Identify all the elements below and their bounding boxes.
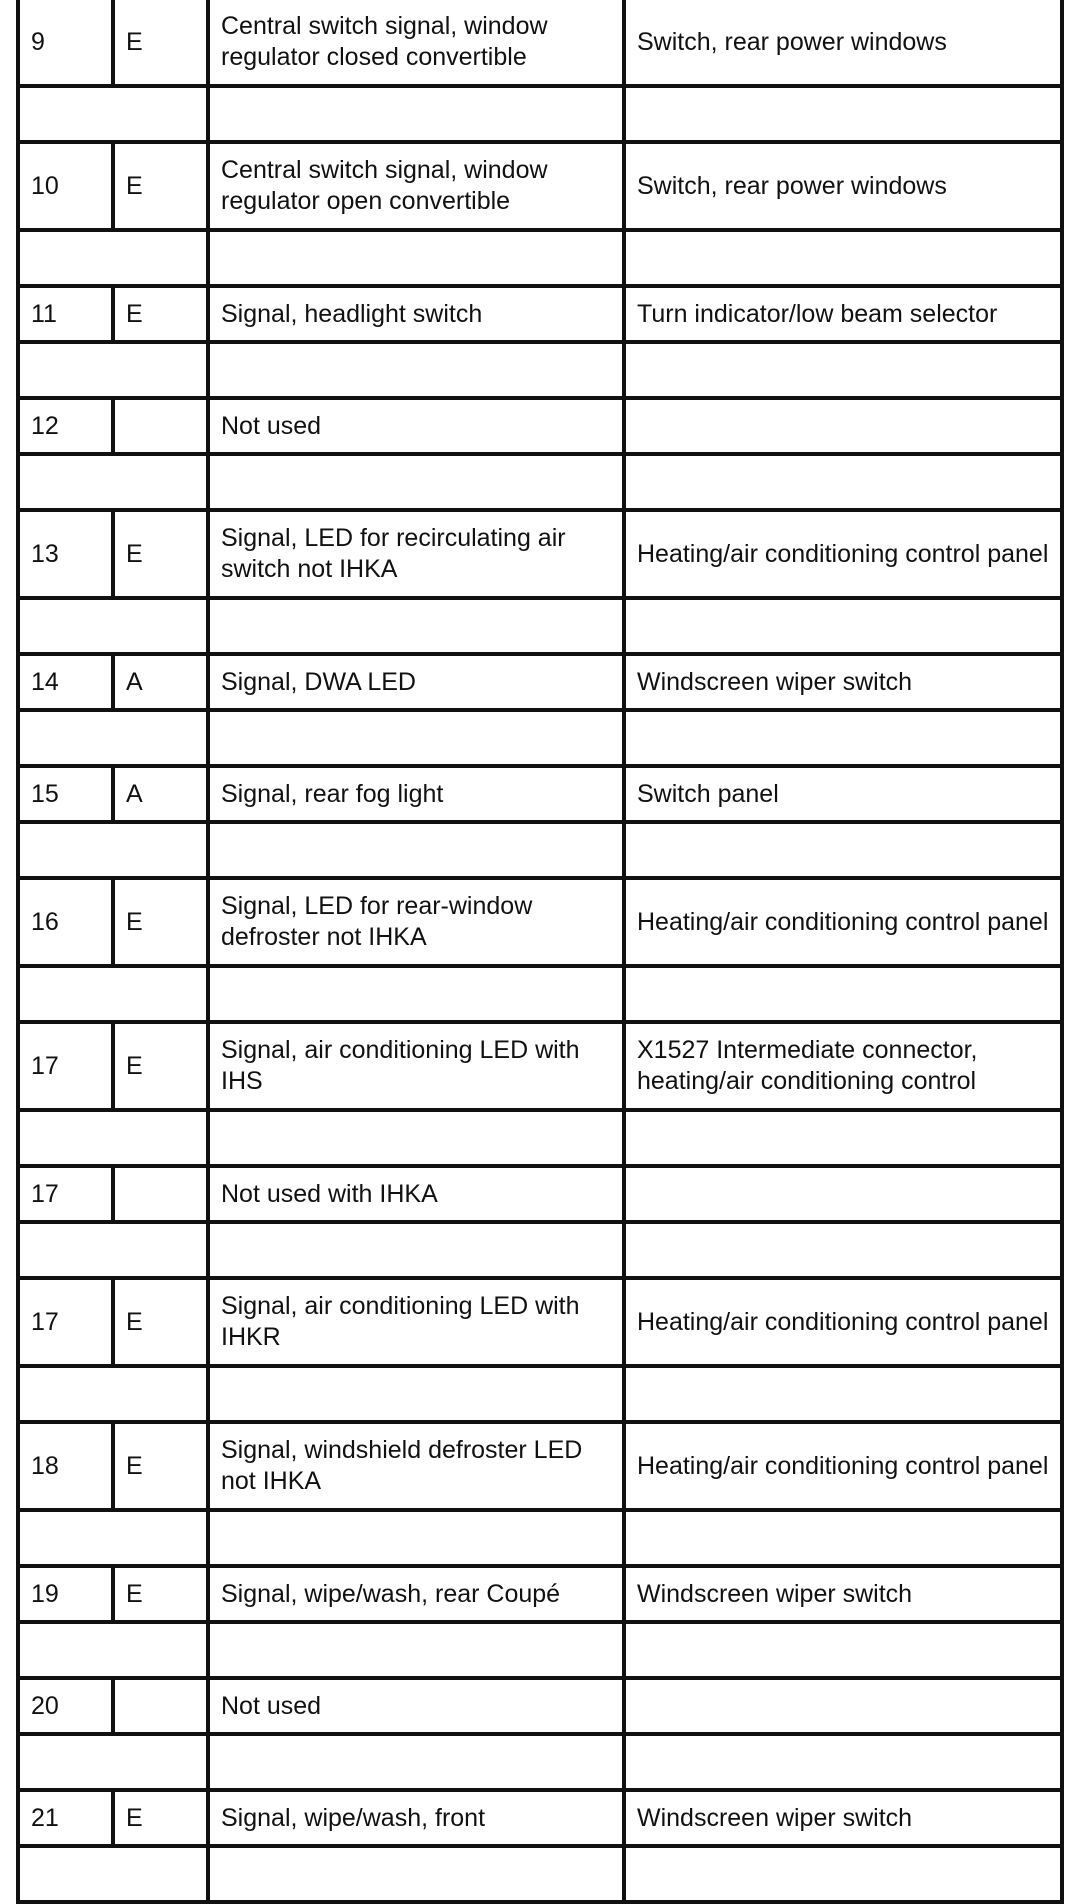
pin-number-cell: 16 bbox=[18, 878, 113, 966]
description-cell: Signal, LED for recirculating air switch not IHKA bbox=[208, 510, 624, 598]
table-row bbox=[18, 878, 1062, 966]
pin-number-cell: 14 bbox=[18, 654, 113, 710]
description-cell: Signal, wipe/wash, front bbox=[208, 1790, 624, 1846]
spacer-cell bbox=[208, 230, 624, 286]
signal-type-cell bbox=[113, 1678, 208, 1734]
spacer-cell bbox=[624, 598, 1062, 654]
destination-cell: Windscreen wiper switch bbox=[624, 1566, 1062, 1622]
spacer-cell bbox=[18, 966, 208, 1022]
signal-type-cell: E bbox=[113, 878, 208, 966]
pin-number-cell: 13 bbox=[18, 510, 113, 598]
spacer-cell bbox=[624, 1110, 1062, 1166]
table-row bbox=[18, 1422, 1062, 1510]
description-cell: Signal, headlight switch bbox=[208, 286, 624, 342]
pin-assignment-table bbox=[16, 0, 1064, 1904]
spacer-cell bbox=[208, 1110, 624, 1166]
spacer-cell bbox=[624, 1734, 1062, 1790]
spacer-cell bbox=[624, 1846, 1062, 1902]
destination-cell: Windscreen wiper switch bbox=[624, 1790, 1062, 1846]
spacer-row bbox=[18, 1622, 1062, 1678]
spacer-cell bbox=[624, 86, 1062, 142]
spacer-cell bbox=[18, 710, 208, 766]
spacer-cell bbox=[18, 230, 208, 286]
spacer-cell bbox=[208, 1510, 624, 1566]
description-cell: Signal, rear fog light bbox=[208, 766, 624, 822]
spacer-row bbox=[18, 230, 1062, 286]
spacer-cell bbox=[208, 1366, 624, 1422]
destination-cell bbox=[624, 398, 1062, 454]
destination-cell: Heating/air conditioning control panel bbox=[624, 1278, 1062, 1366]
spacer-cell bbox=[208, 1734, 624, 1790]
spacer-cell bbox=[18, 1222, 208, 1278]
pin-number-cell: 10 bbox=[18, 142, 113, 230]
spacer-cell bbox=[208, 710, 624, 766]
spacer-cell bbox=[18, 1366, 208, 1422]
signal-type-cell: E bbox=[113, 286, 208, 342]
signal-type-cell: E bbox=[113, 142, 208, 230]
signal-type-cell: E bbox=[113, 1278, 208, 1366]
spacer-cell bbox=[18, 1734, 208, 1790]
table-row bbox=[18, 510, 1062, 598]
signal-type-cell: E bbox=[113, 1790, 208, 1846]
spacer-row bbox=[18, 342, 1062, 398]
spacer-cell bbox=[624, 1366, 1062, 1422]
description-cell: Central switch signal, window regulator closed convertible bbox=[208, 0, 624, 86]
spacer-cell bbox=[18, 822, 208, 878]
destination-cell: X1527 Intermediate connector, heating/air conditioning control bbox=[624, 1022, 1062, 1110]
spacer-cell bbox=[208, 966, 624, 1022]
destination-cell: Heating/air conditioning control panel bbox=[624, 510, 1062, 598]
table-row bbox=[18, 1790, 1062, 1846]
signal-type-cell: E bbox=[113, 1566, 208, 1622]
destination-cell: Windscreen wiper switch bbox=[624, 654, 1062, 710]
table-row bbox=[18, 0, 1062, 86]
spacer-row bbox=[18, 966, 1062, 1022]
table-row bbox=[18, 1278, 1062, 1366]
description-cell: Not used bbox=[208, 1678, 624, 1734]
spacer-cell bbox=[208, 454, 624, 510]
description-cell: Signal, air conditioning LED with IHKR bbox=[208, 1278, 624, 1366]
spacer-cell bbox=[624, 342, 1062, 398]
spacer-row bbox=[18, 86, 1062, 142]
description-cell: Signal, air conditioning LED with IHS bbox=[208, 1022, 624, 1110]
destination-cell: Switch panel bbox=[624, 766, 1062, 822]
pin-table-body bbox=[18, 0, 1062, 1902]
spacer-cell bbox=[624, 966, 1062, 1022]
spacer-cell bbox=[18, 342, 208, 398]
spacer-row bbox=[18, 598, 1062, 654]
destination-cell: Heating/air conditioning control panel bbox=[624, 878, 1062, 966]
spacer-row bbox=[18, 1222, 1062, 1278]
spacer-cell bbox=[18, 86, 208, 142]
destination-cell: Switch, rear power windows bbox=[624, 0, 1062, 86]
table-row bbox=[18, 1022, 1062, 1110]
spacer-cell bbox=[624, 822, 1062, 878]
description-cell: Not used with IHKA bbox=[208, 1166, 624, 1222]
spacer-row bbox=[18, 1510, 1062, 1566]
signal-type-cell bbox=[113, 1166, 208, 1222]
pin-number-cell: 12 bbox=[18, 398, 113, 454]
table-row bbox=[18, 1678, 1062, 1734]
spacer-cell bbox=[18, 1510, 208, 1566]
spacer-row bbox=[18, 1366, 1062, 1422]
spacer-cell bbox=[208, 1622, 624, 1678]
pin-number-cell: 19 bbox=[18, 1566, 113, 1622]
description-cell: Not used bbox=[208, 398, 624, 454]
table-row bbox=[18, 654, 1062, 710]
table-row bbox=[18, 286, 1062, 342]
pin-number-cell: 20 bbox=[18, 1678, 113, 1734]
pin-number-cell: 17 bbox=[18, 1166, 113, 1222]
spacer-cell bbox=[624, 454, 1062, 510]
spacer-cell bbox=[18, 1622, 208, 1678]
spacer-cell bbox=[208, 822, 624, 878]
table-row bbox=[18, 1166, 1062, 1222]
table-row bbox=[18, 398, 1062, 454]
signal-type-cell: E bbox=[113, 1022, 208, 1110]
spacer-row bbox=[18, 454, 1062, 510]
spacer-row bbox=[18, 822, 1062, 878]
table-row bbox=[18, 1566, 1062, 1622]
description-cell: Signal, LED for rear-window defroster not IHKA bbox=[208, 878, 624, 966]
destination-cell: Switch, rear power windows bbox=[624, 142, 1062, 230]
spacer-cell bbox=[208, 1222, 624, 1278]
spacer-cell bbox=[208, 86, 624, 142]
description-cell: Central switch signal, window regulator open convertible bbox=[208, 142, 624, 230]
signal-type-cell: A bbox=[113, 766, 208, 822]
spacer-cell bbox=[624, 1622, 1062, 1678]
signal-type-cell: E bbox=[113, 0, 208, 86]
spacer-row bbox=[18, 710, 1062, 766]
spacer-cell bbox=[624, 230, 1062, 286]
pin-number-cell: 17 bbox=[18, 1022, 113, 1110]
spacer-row bbox=[18, 1110, 1062, 1166]
spacer-cell bbox=[18, 598, 208, 654]
pin-number-cell: 11 bbox=[18, 286, 113, 342]
signal-type-cell: E bbox=[113, 1422, 208, 1510]
spacer-cell bbox=[624, 1222, 1062, 1278]
spacer-cell bbox=[624, 710, 1062, 766]
spacer-cell bbox=[624, 1510, 1062, 1566]
destination-cell: Heating/air conditioning control panel bbox=[624, 1422, 1062, 1510]
description-cell: Signal, wipe/wash, rear Coupé bbox=[208, 1566, 624, 1622]
pin-number-cell: 21 bbox=[18, 1790, 113, 1846]
signal-type-cell: E bbox=[113, 510, 208, 598]
pin-number-cell: 15 bbox=[18, 766, 113, 822]
spacer-cell bbox=[208, 342, 624, 398]
destination-cell: Turn indicator/low beam selector bbox=[624, 286, 1062, 342]
spacer-cell bbox=[18, 1846, 208, 1902]
spacer-row bbox=[18, 1734, 1062, 1790]
table-row bbox=[18, 766, 1062, 822]
description-cell: Signal, DWA LED bbox=[208, 654, 624, 710]
spacer-row bbox=[18, 1846, 1062, 1902]
pin-number-cell: 9 bbox=[18, 0, 113, 86]
spacer-cell bbox=[208, 1846, 624, 1902]
spacer-cell bbox=[18, 1110, 208, 1166]
table-row bbox=[18, 142, 1062, 230]
destination-cell bbox=[624, 1166, 1062, 1222]
spacer-cell bbox=[18, 454, 208, 510]
destination-cell bbox=[624, 1678, 1062, 1734]
signal-type-cell: A bbox=[113, 654, 208, 710]
spacer-cell bbox=[208, 598, 624, 654]
description-cell: Signal, windshield defroster LED not IHKA bbox=[208, 1422, 624, 1510]
pin-number-cell: 18 bbox=[18, 1422, 113, 1510]
pin-number-cell: 17 bbox=[18, 1278, 113, 1366]
signal-type-cell bbox=[113, 398, 208, 454]
